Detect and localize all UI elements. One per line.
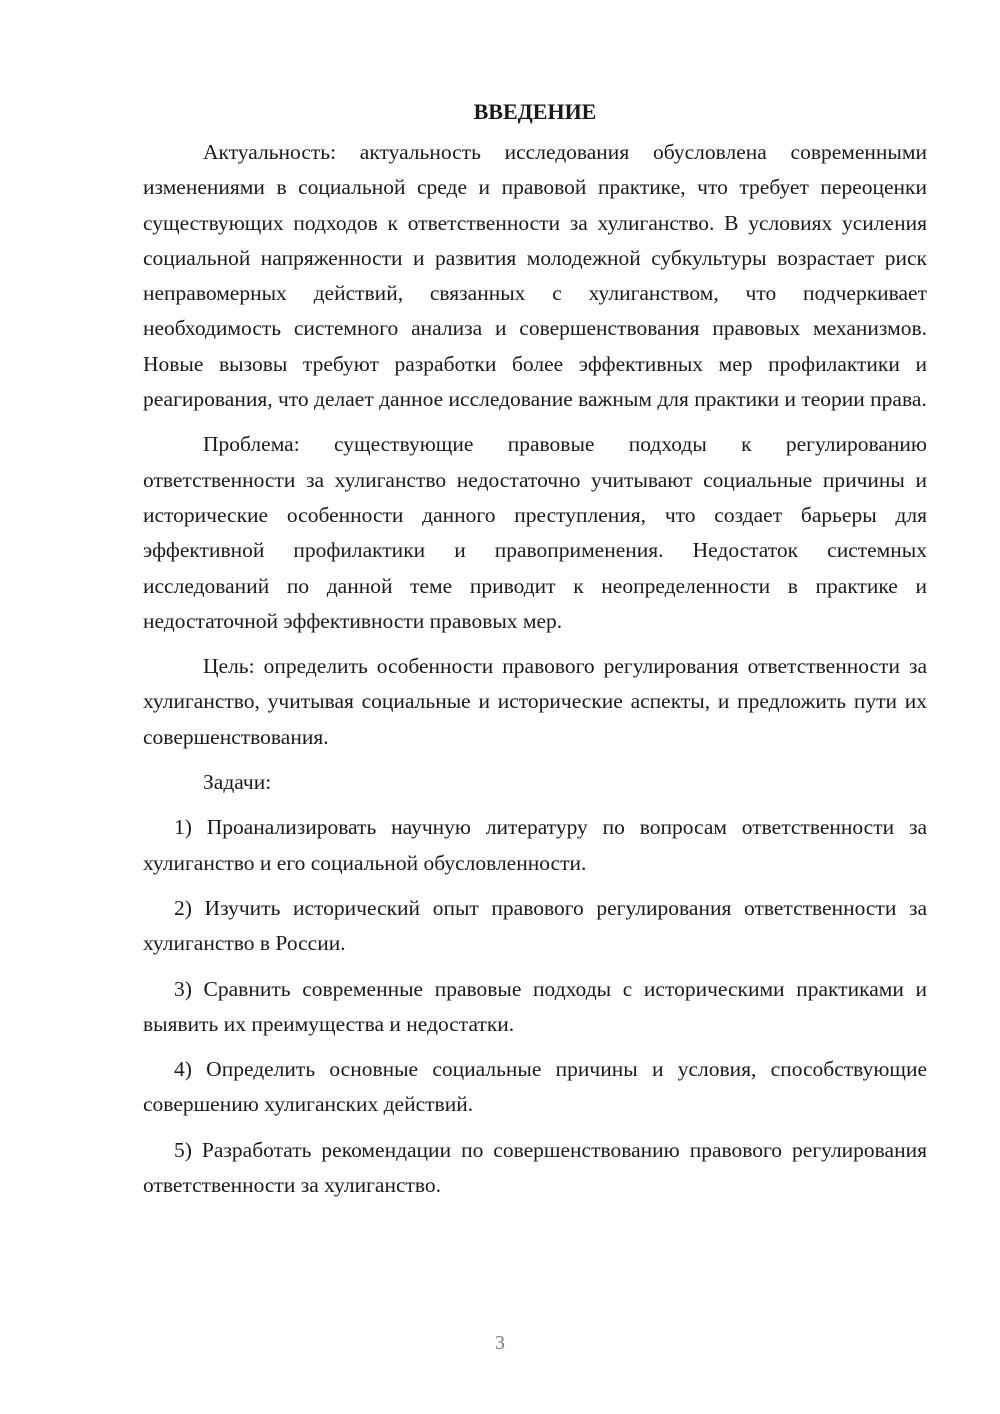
paragraph-problem: Проблема: существующие правовые подходы к регулированию ответственности за хулиганство недостаточно учитывают социальные причины и исторические особенности данного преступления, что создает барьеры для эффективной профилактики и правоприменения. Недостаток системных исследований по данной теме приводит к неопределенности в практике и недостаточной эффективности правовых мер. [143, 432, 927, 633]
page-number: 3 [495, 1332, 505, 1354]
page-content [143, 94, 927, 1213]
section-heading: ВВЕДЕНИЕ [473, 99, 597, 124]
task-item: 2) Изучить исторический опыт правового регулирования ответственности за хулиганство в России. [143, 895, 927, 956]
tasks-heading: Задачи: [203, 770, 272, 795]
task-item: 3) Сравнить современные правовые подходы с историческими практиками и выявить их преимущества и недостатки. [143, 976, 927, 1036]
task-item: 4) Определить основные социальные причины и условия, способствующие совершению хулиганских действий. [143, 1057, 927, 1117]
task-item: 1) Проанализировать научную литературу по вопросам ответственности за хулиганство и его социальной обусловленности. [143, 815, 927, 875]
paragraph-relevance: Актуальность: актуальность исследования обусловлена современными изменениями в социальной среде и правовой практике, что требует переоценки существующих подходов к ответственности за хулиганство. В условиях усиления социальной напряженности и развития молодежной субкультуры возрастает риск неправомерных действий, связанных с хулиганством, что подчеркивает необходимость системного анализа и совершенствования правовых механизмов. Новые вызовы требуют разработки более эффективных мер профилактики и реагирования, что делает данное исследование важным для практики и теории права. [143, 140, 927, 412]
task-item: 5) Разработать рекомендации по совершенствованию правового регулирования ответственности за хулиганство. [143, 1137, 927, 1198]
paragraph-goal: Цель: определить особенности правового регулирования ответственности за хулиганство, учитывая социальные и исторические аспекты, и предложить пути их совершенствования. [143, 654, 927, 749]
